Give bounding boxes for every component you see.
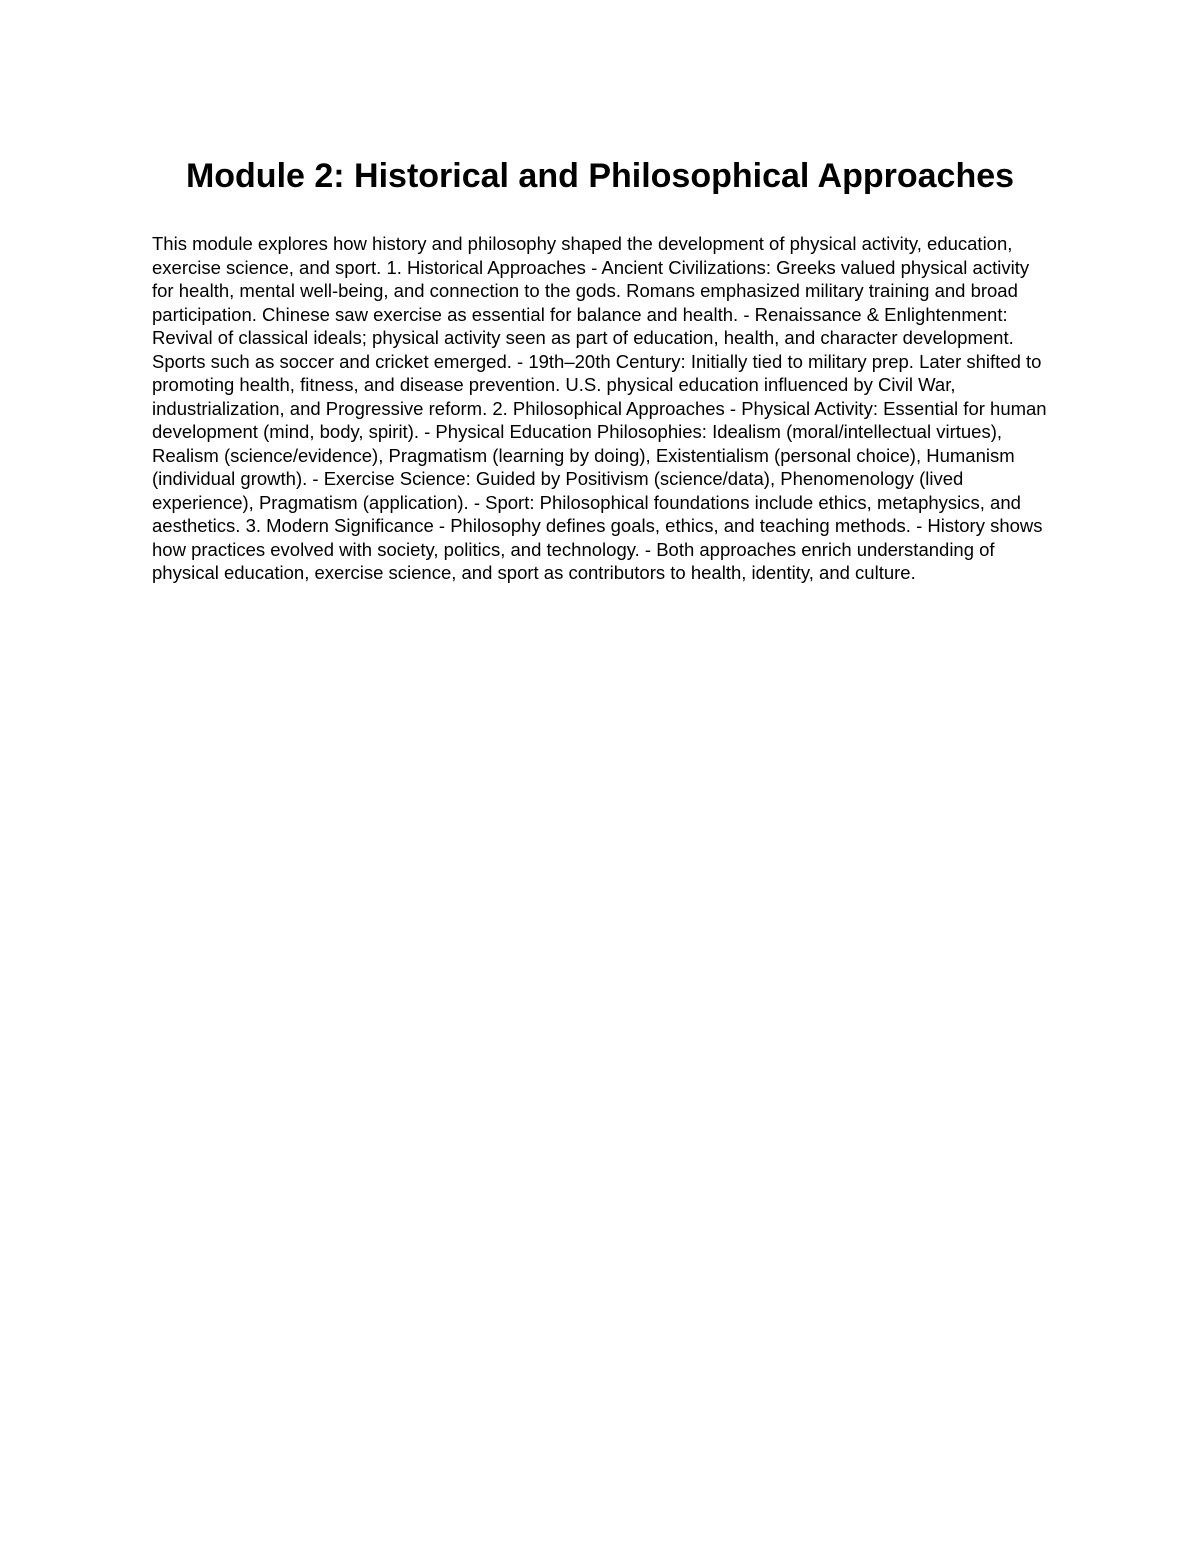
document-title: Module 2: Historical and Philosophical Approaches bbox=[185, 157, 1015, 195]
document-body-paragraph: This module explores how history and philosophy shaped the development of physical activity, education, exercise science, and sport. 1. Historical Approaches - Ancient Civilizations: Greeks valued physical activity for health, mental well-being, and connection to the gods. Romans emphasized military training and broad participation. Chinese saw exercise as essential for balance and health. - Renaissance & Enlightenment: Revival of classical ideals; physical activity seen as part of education, health, and character development. Sports such as soccer and cricket emerged. - 19th–20th Century: Initially tied to military prep. Later shifted to promoting health, fitness, and disease prevention. U.S. physical education influenced by Civil War, industrialization, and Progressive reform. 2. Philosophical Approaches - Physical Activity: Essential for human development (mind, body, spirit). - Physical Education Philosophies: Idealism (moral/intellectual virtues), Realism (science/evidence), Pragmatism (learning by doing), Existentialism (personal choice), Humanism (individual growth). - Exercise Science: Guided by Positivism (science/data), Phenomenology (lived experience), Pragmatism (application). - Sport: Philosophical foundations include ethics, metaphysics, and aesthetics. 3. Modern Significance - Philosophy defines goals, ethics, and teaching methods. - History shows how practices evolved with society, politics, and technology. - Both approaches enrich understanding of physical education, exercise science, and sport as contributors to health, identity, and culture. bbox=[152, 233, 1047, 583]
